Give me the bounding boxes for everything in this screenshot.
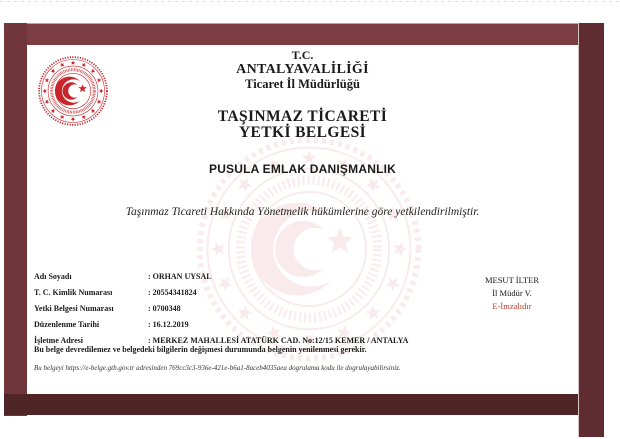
authorization-statement: Taşınmaz Ticareti Hakkında Yönetmelik hükümlerine göre yetkilendirilmiştir. [125, 206, 480, 218]
field-value: : 20554341824 [148, 287, 197, 297]
field-value: : ORHAN UYSAL [148, 271, 212, 281]
certificate-header [27, 45, 578, 219]
signer-title: İl Müdür V. [492, 288, 532, 298]
scan-edge-line [0, 1, 620, 2]
field-row-issue-date [34, 316, 564, 332]
field-value: : 0700348 [148, 303, 181, 313]
signature-block [453, 274, 571, 313]
frame-top-band [4, 23, 603, 45]
field-value: : 16.12.2019 [148, 319, 189, 329]
field-label: İşletme Adresi [34, 335, 83, 345]
e-signature-label: E-İmzalıdır [492, 301, 532, 311]
signer-name: MESUT İLTER [484, 275, 540, 285]
header-department: Ticaret İl Müdürlüğü [245, 77, 360, 91]
field-label: T. C. Kimlik Numarası [34, 287, 113, 297]
field-label: Adı Soyadı [34, 271, 72, 281]
field-label: Düzenlenme Tarihi [34, 319, 100, 329]
certificate-title-line1: TAŞINMAZ TİCARETİ [217, 108, 388, 125]
field-value: : MERKEZ MAHALLESİ ATATÜRK CAD. No:12/15 KEMER / ANTALYA [148, 335, 409, 345]
header-authority: ANTALYAVALİLİĞİ [236, 62, 369, 77]
verification-note: Bu belgeyi https://e-belge.gtb.gov.tr adresinden 769cc3c3-936e-421e-b6a1-8aceb4035aea dogrulama kodu ile dogrulayabilirsiniz. [34, 364, 401, 372]
frame-right-band [578, 23, 604, 437]
certificate-title-line2: YETKİ BELGESİ [238, 124, 367, 141]
non-transferable-note: Bu belge devredilemez ve belgedeki bilgilerin değişmesi durumunda belgenin yenilenmesi gerekir. [34, 345, 367, 354]
frame-left-band [4, 23, 27, 416]
company-name: PUSULA EMLAK DANIŞMANLIK [208, 162, 396, 176]
header-country: T.C. [291, 48, 314, 62]
frame-bottom-band [4, 394, 578, 415]
field-label: Yetki Belgesi Numarası [34, 303, 114, 313]
